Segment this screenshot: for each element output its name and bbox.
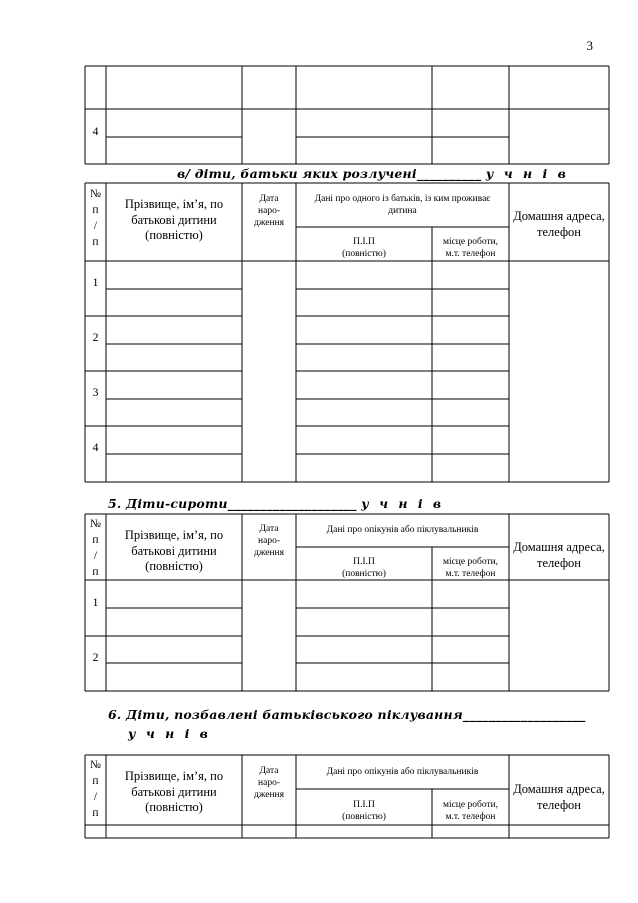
pib-header — [296, 557, 432, 581]
dob-line1: Дата — [259, 194, 279, 204]
num-header — [85, 757, 106, 821]
section-6-suffix: у ч н і в — [128, 726, 211, 741]
row-number: 3 — [92, 385, 99, 399]
work-header — [432, 237, 509, 261]
num-p2: п — [92, 807, 99, 819]
section-6-heading — [108, 707, 585, 741]
fio-header — [106, 197, 242, 244]
dob-line1: Дата — [259, 524, 279, 534]
row-number: 4 — [92, 440, 99, 454]
pib-line1: П.І.П — [353, 800, 375, 810]
work-header — [432, 557, 509, 581]
num-p2: п — [92, 566, 99, 578]
num-slash: / — [93, 791, 98, 803]
section-v-suffix: у ч н і в — [485, 166, 569, 181]
pib-line1: П.І.П — [353, 557, 375, 567]
guardian-data-header — [296, 525, 509, 537]
address-header — [509, 540, 609, 571]
dob-line1: Дата — [259, 766, 279, 776]
dob-line2: наро- — [258, 777, 280, 788]
parent-data-header — [296, 194, 509, 218]
fio-line3: (повністю) — [145, 228, 203, 243]
num-header — [85, 186, 106, 250]
fio-line1: Прізвище, ім’я, по — [124, 197, 224, 211]
num-sign: № — [90, 518, 101, 530]
fio-line1: Прізвище, ім’я, по — [124, 769, 224, 783]
num-sign: № — [90, 188, 101, 200]
pib-header — [296, 800, 432, 824]
dob-header — [242, 766, 296, 802]
work-line2: м.т. телефон — [445, 811, 496, 822]
fio-line3: (повністю) — [145, 559, 203, 574]
pib-line2: (повністю) — [342, 568, 386, 579]
guardian-data-header — [296, 767, 509, 779]
work-line1: місце роботи, — [442, 237, 499, 247]
row-number: 2 — [92, 650, 99, 664]
address-line2: телефон — [537, 224, 581, 239]
row-number: 1 — [92, 275, 99, 289]
guardian-data-line: Дані про опікунів або піклувальників — [326, 525, 479, 535]
section-5-heading — [108, 496, 444, 511]
address-line1: Домашня адреса, — [513, 782, 605, 796]
pib-line2: (повністю) — [342, 811, 386, 822]
work-line1: місце роботи, — [442, 557, 499, 567]
num-p1: п — [92, 534, 99, 546]
dob-header — [242, 194, 296, 230]
fio-line1: Прізвище, ім’я, по — [124, 528, 224, 542]
pib-header — [296, 237, 432, 261]
section-6-title: 6. Діти, позбавлені батьківського піклування___________________ — [108, 707, 586, 722]
work-line2: м.т. телефон — [445, 248, 496, 259]
num-p1: п — [92, 775, 99, 787]
fio-header — [106, 528, 242, 575]
row-number: 2 — [92, 330, 99, 344]
section-5-title: 5. Діти-сироти____________________ — [108, 496, 357, 511]
section-5-suffix: у ч н і в — [361, 496, 445, 511]
dob-line2: наро- — [258, 535, 280, 546]
address-header — [509, 782, 609, 813]
num-slash: / — [93, 220, 98, 232]
dob-line3: дження — [253, 217, 285, 228]
dob-line3: дження — [253, 789, 285, 800]
section-v-heading — [177, 166, 569, 181]
fio-line3: (повністю) — [145, 800, 203, 815]
page-number: 3 — [586, 38, 593, 53]
work-line2: м.т. телефон — [445, 568, 496, 579]
num-p1: п — [92, 204, 99, 216]
address-line2: телефон — [537, 797, 581, 812]
num-header — [85, 516, 106, 580]
address-line1: Домашня адреса, — [513, 209, 605, 223]
parent-data-line2: дитина — [388, 205, 417, 216]
dob-line2: наро- — [258, 205, 280, 216]
work-header — [432, 800, 509, 824]
pib-line2: (повністю) — [342, 248, 386, 259]
pib-line1: П.І.П — [353, 237, 375, 247]
address-header — [509, 209, 609, 240]
address-line1: Домашня адреса, — [513, 540, 605, 554]
num-sign: № — [90, 759, 101, 771]
num-p2: п — [92, 236, 99, 248]
fio-line2: батькові дитини — [131, 784, 217, 799]
fio-line2: батькові дитини — [131, 543, 217, 558]
row-number: 1 — [92, 595, 99, 609]
dob-header — [242, 524, 296, 560]
parent-data-line1: Дані про одного із батьків, із ким проживає — [314, 194, 491, 204]
work-line1: місце роботи, — [442, 800, 499, 810]
num-slash: / — [93, 550, 98, 562]
dob-line3: дження — [253, 547, 285, 558]
fio-header — [106, 769, 242, 816]
guardian-data-line: Дані про опікунів або піклувальників — [326, 767, 479, 777]
address-line2: телефон — [537, 555, 581, 570]
section-v-title: в/ діти, батьки яких розлучені__________ — [177, 166, 482, 181]
row-number: 4 — [92, 124, 99, 138]
fio-line2: батькові дитини — [131, 212, 217, 227]
